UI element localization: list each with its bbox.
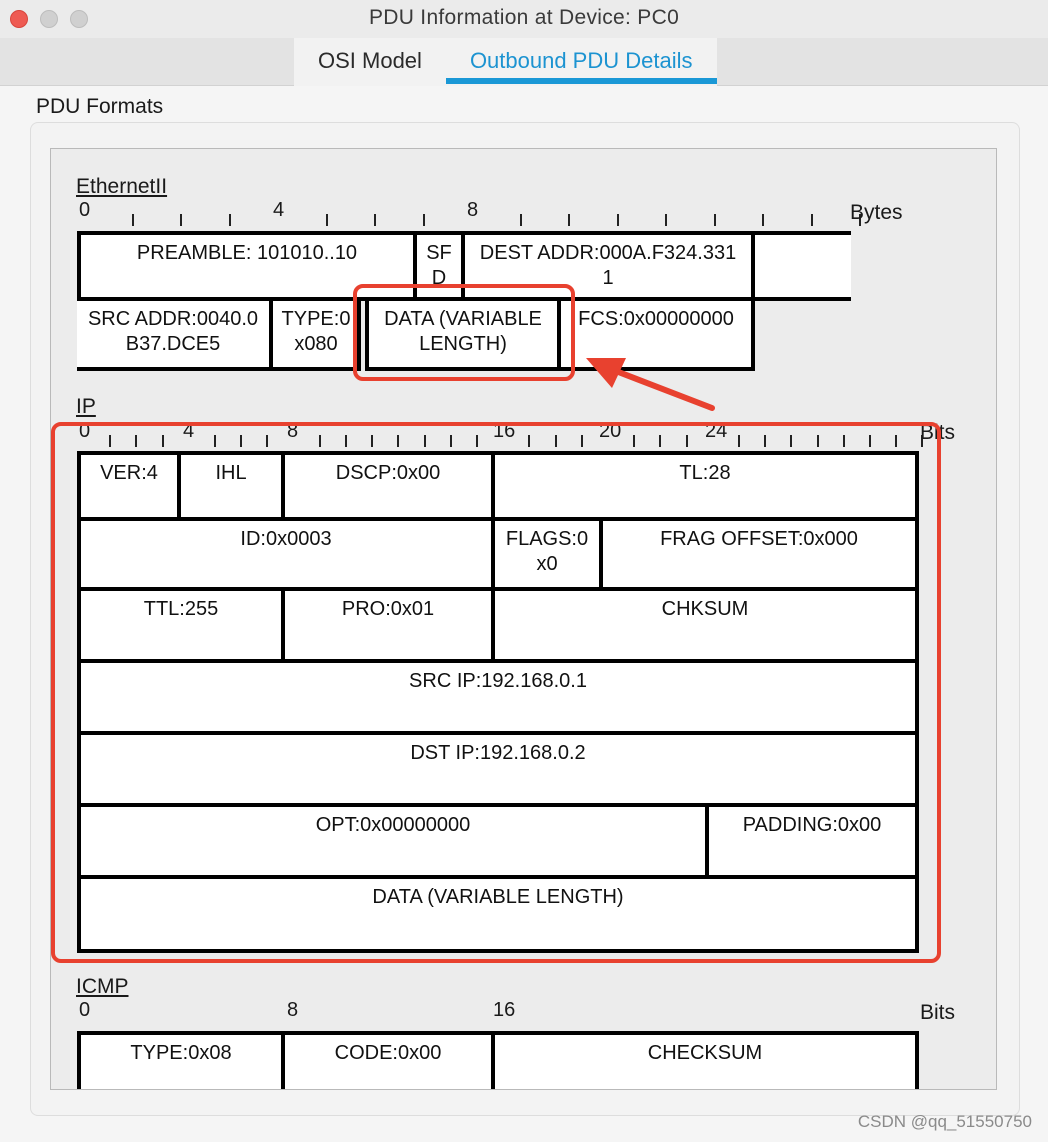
ruler-tick bbox=[869, 435, 871, 447]
ruler-tick bbox=[424, 435, 426, 447]
ruler-tick bbox=[109, 435, 111, 447]
title-bar bbox=[0, 0, 1048, 38]
icmp-ruler bbox=[77, 999, 917, 1029]
ruler-tick bbox=[476, 435, 478, 447]
ruler-tick bbox=[162, 435, 164, 447]
ruler-number: 16 bbox=[493, 420, 516, 442]
ruler-tick bbox=[326, 214, 328, 226]
field-opt[interactable]: OPT:0x00000000 bbox=[77, 803, 709, 879]
field-ttl[interactable]: TTL:255 bbox=[77, 587, 285, 663]
window-title: PDU Information at Device: PC0 bbox=[368, 6, 680, 29]
pdu-scroll-area[interactable] bbox=[50, 148, 997, 1090]
ruler-tick bbox=[266, 435, 268, 447]
ruler-tick bbox=[132, 214, 134, 226]
field-preamble[interactable]: PREAMBLE: 101010..10 bbox=[77, 231, 417, 301]
ruler-tick bbox=[665, 214, 667, 226]
ethernet-title: EthernetII bbox=[76, 175, 168, 198]
ruler-tick bbox=[229, 214, 231, 226]
field-ip-data[interactable]: DATA (VARIABLE LENGTH) bbox=[77, 875, 919, 953]
field-ihl[interactable]: IHL bbox=[177, 451, 285, 521]
field-dscp[interactable]: DSCP:0x00 bbox=[281, 451, 495, 521]
ruler-number: 16 bbox=[493, 999, 516, 1021]
field-fcs[interactable]: FCS:0x00000000 bbox=[557, 301, 755, 371]
ruler-tick bbox=[581, 435, 583, 447]
ruler-number: 4 bbox=[183, 420, 195, 442]
ruler-number: 8 bbox=[467, 199, 479, 221]
ruler-tick bbox=[555, 435, 557, 447]
ruler-number: 20 bbox=[599, 420, 622, 442]
field-pro[interactable]: PRO:0x01 bbox=[281, 587, 495, 663]
ruler-tick bbox=[811, 214, 813, 226]
field-padding[interactable]: PADDING:0x00 bbox=[705, 803, 919, 879]
field-src-addr[interactable]: SRC ADDR:0040.0B37.DCE5 bbox=[77, 301, 273, 371]
ruler-tick bbox=[371, 435, 373, 447]
ip-ruler bbox=[77, 420, 917, 450]
ruler-tick bbox=[180, 214, 182, 226]
ruler-tick bbox=[135, 435, 137, 447]
field-icmp-checksum[interactable]: CHECKSUM bbox=[491, 1031, 919, 1090]
field-type[interactable]: TYPE:0x080 bbox=[269, 301, 361, 371]
field-frag-offset[interactable]: FRAG OFFSET:0x000 bbox=[599, 517, 919, 591]
ethernet-unit: Bytes bbox=[850, 201, 903, 224]
field-dest-addr-continued bbox=[751, 231, 851, 301]
icmp-unit: Bits bbox=[920, 1001, 956, 1024]
ruler-tick bbox=[659, 435, 661, 447]
ruler-tick bbox=[633, 435, 635, 447]
pdu-formats-label: PDU Formats bbox=[36, 95, 164, 118]
field-sfd[interactable]: SFD bbox=[413, 231, 465, 301]
field-src-ip[interactable]: SRC IP:192.168.0.1 bbox=[77, 659, 919, 735]
ruler-tick bbox=[240, 435, 242, 447]
field-flags[interactable]: FLAGS:0x0 bbox=[491, 517, 603, 591]
field-icmp-code[interactable]: CODE:0x00 bbox=[281, 1031, 495, 1090]
ruler-tick bbox=[686, 435, 688, 447]
field-ver[interactable]: VER:4 bbox=[77, 451, 181, 521]
ruler-tick bbox=[738, 435, 740, 447]
ruler-tick bbox=[568, 214, 570, 226]
ruler-number: 8 bbox=[287, 420, 299, 442]
main-content bbox=[0, 86, 1048, 1142]
ruler-tick bbox=[345, 435, 347, 447]
ruler-number: 4 bbox=[273, 199, 285, 221]
ruler-tick bbox=[450, 435, 452, 447]
ruler-tick bbox=[762, 214, 764, 226]
tab-outbound-pdu-details[interactable]: Outbound PDU Details bbox=[446, 38, 717, 84]
tab-osi-model[interactable]: OSI Model bbox=[318, 48, 422, 73]
ip-title: IP bbox=[76, 395, 96, 418]
ruler-tick bbox=[714, 214, 716, 226]
ruler-tick bbox=[764, 435, 766, 447]
ruler-tick bbox=[397, 435, 399, 447]
watermark: CSDN @qq_51550750 bbox=[857, 1112, 1032, 1131]
field-dest-addr[interactable]: DEST ADDR:000A.F324.3311 bbox=[461, 231, 755, 301]
ruler-tick bbox=[214, 435, 216, 447]
ruler-tick bbox=[520, 214, 522, 226]
ip-unit: Bits bbox=[920, 421, 956, 444]
field-data[interactable]: DATA (VARIABLE LENGTH) bbox=[365, 301, 561, 371]
ruler-tick bbox=[319, 435, 321, 447]
ruler-number: 8 bbox=[287, 999, 299, 1021]
ruler-tick bbox=[843, 435, 845, 447]
ruler-tick bbox=[374, 214, 376, 226]
ruler-tick bbox=[528, 435, 530, 447]
icmp-title: ICMP bbox=[76, 975, 129, 998]
ruler-number: 0 bbox=[79, 199, 91, 221]
field-id[interactable]: ID:0x0003 bbox=[77, 517, 495, 591]
ethernet-ruler bbox=[77, 199, 857, 229]
ruler-tick bbox=[617, 214, 619, 226]
ruler-number: 0 bbox=[79, 999, 91, 1021]
ruler-number: 0 bbox=[79, 420, 91, 442]
tab-bar bbox=[0, 38, 1048, 86]
field-chksum[interactable]: CHKSUM bbox=[491, 587, 919, 663]
field-dst-ip[interactable]: DST IP:192.168.0.2 bbox=[77, 731, 919, 807]
ruler-tick bbox=[423, 214, 425, 226]
ruler-tick bbox=[817, 435, 819, 447]
field-tl[interactable]: TL:28 bbox=[491, 451, 919, 521]
ruler-number: 24 bbox=[705, 420, 728, 442]
ruler-tick bbox=[790, 435, 792, 447]
ruler-tick bbox=[895, 435, 897, 447]
field-icmp-type[interactable]: TYPE:0x08 bbox=[77, 1031, 285, 1090]
